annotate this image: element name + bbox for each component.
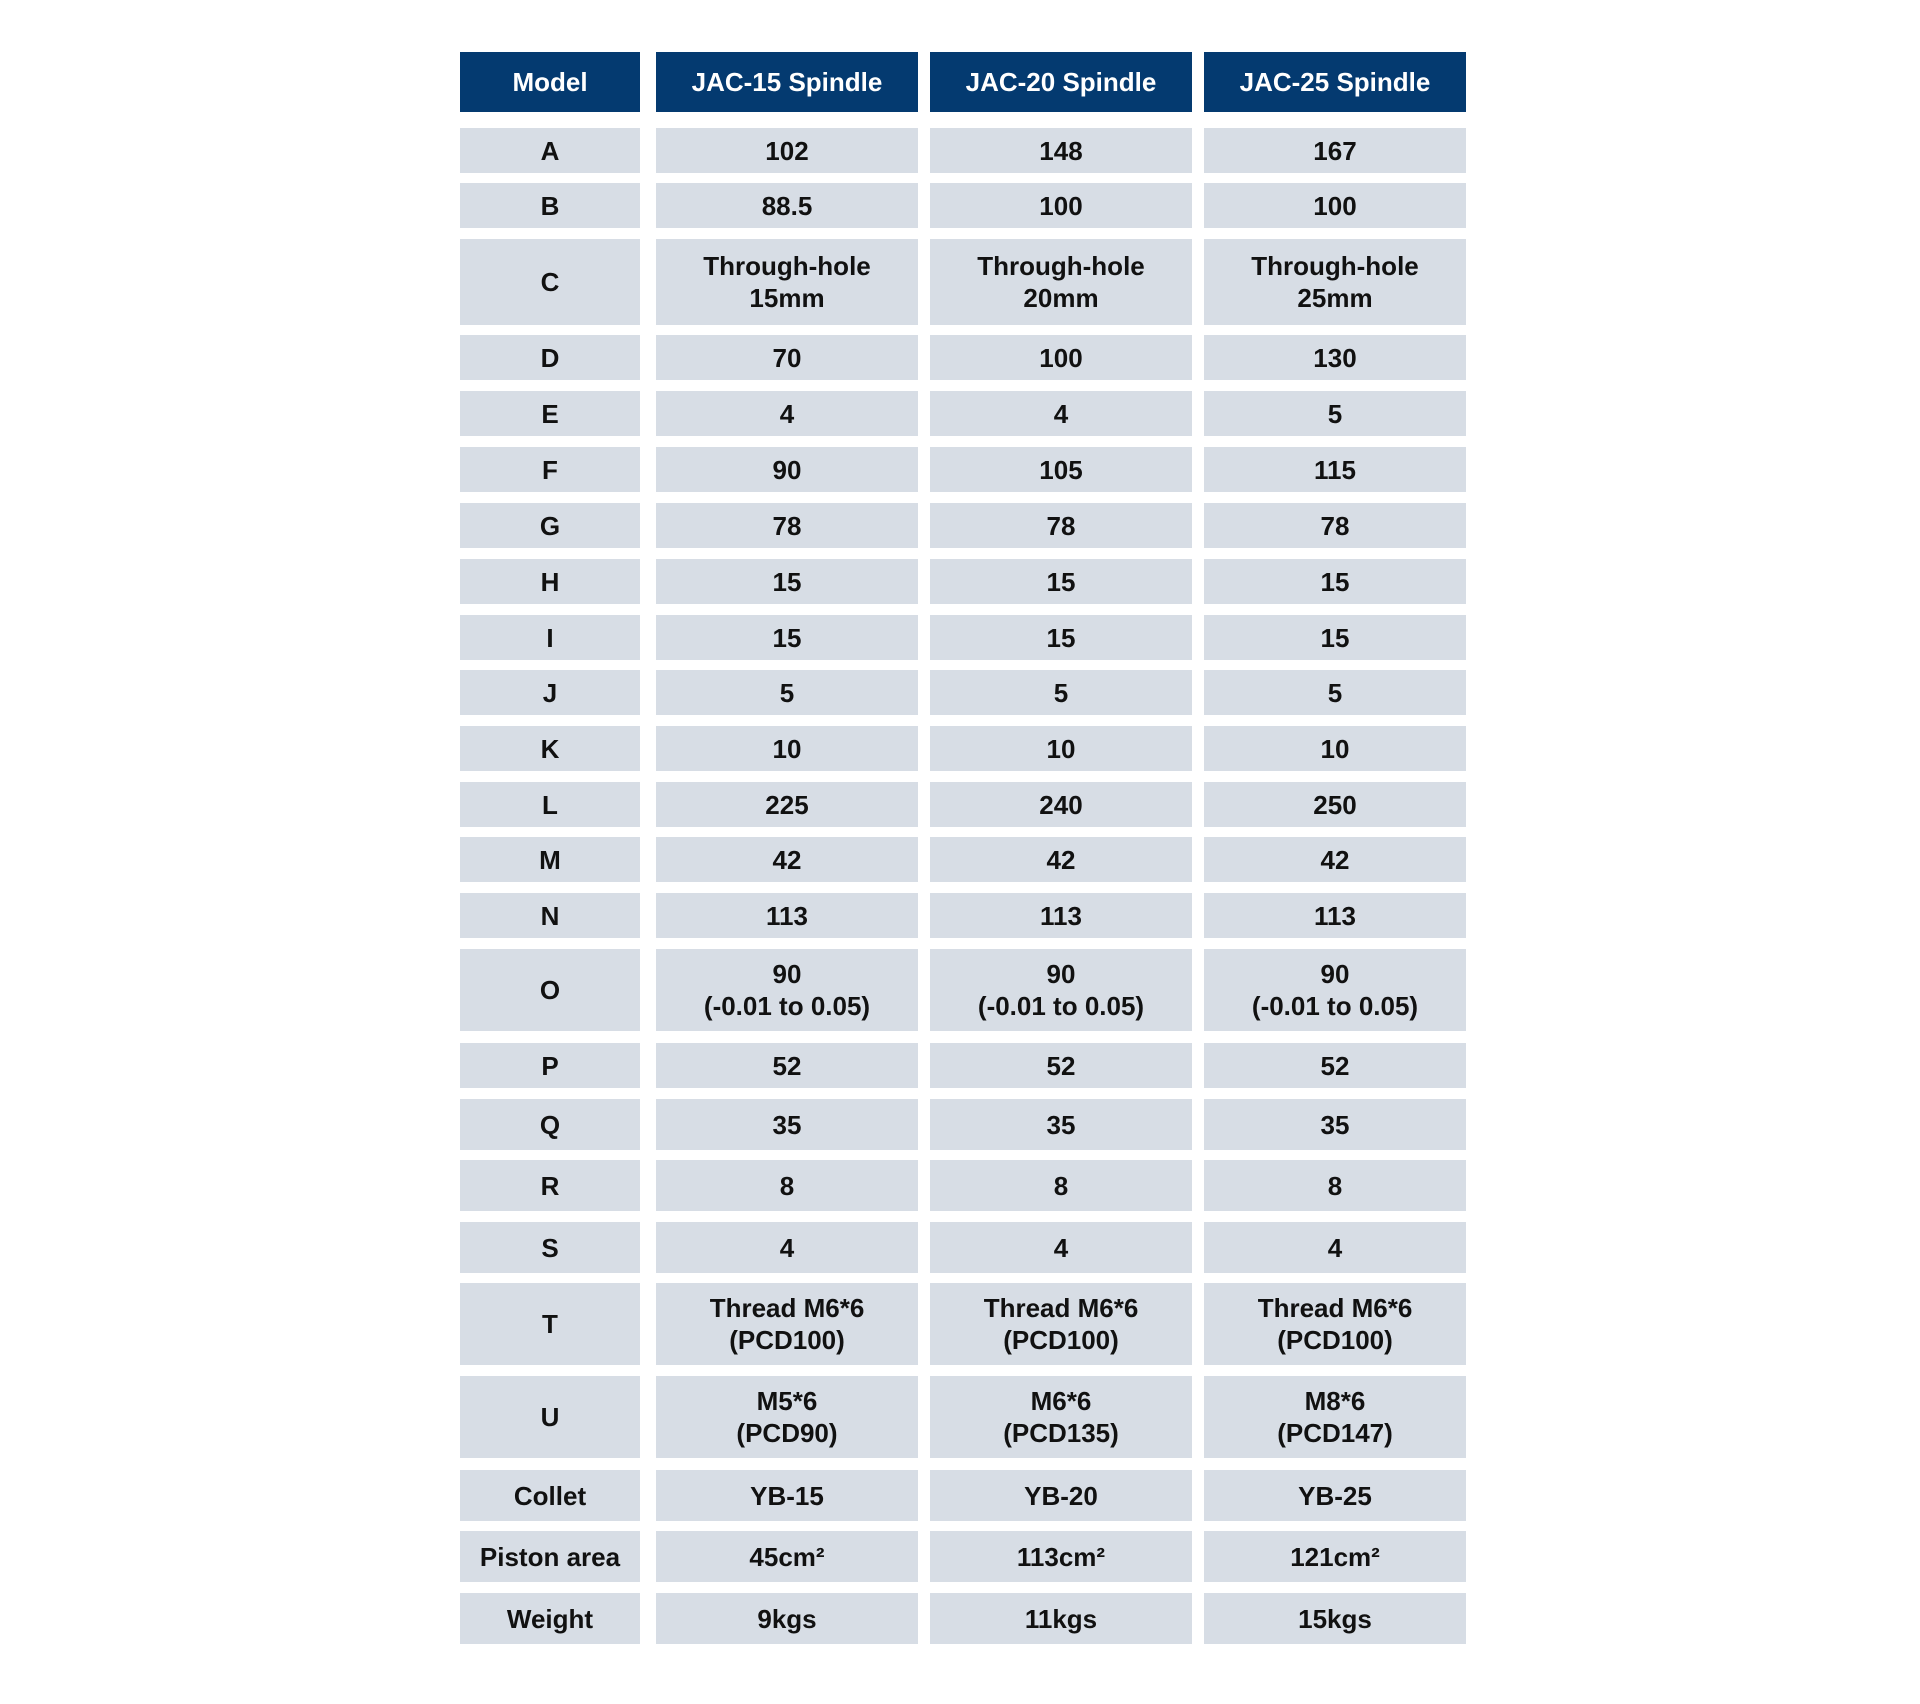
cell-text: C: [540, 267, 560, 297]
cell-text: (-0.01 to 0.05): [1251, 991, 1419, 1021]
cell-text: 78: [1320, 510, 1350, 541]
value-cell: [1204, 949, 1466, 1031]
value-cell: [1204, 1160, 1466, 1211]
cell-text: 4: [779, 1232, 795, 1263]
cell-text: 10: [1046, 733, 1076, 764]
cell-text: (-0.01 to 0.05): [977, 991, 1145, 1021]
value-cell: [930, 391, 1192, 436]
cell-text: 130: [1313, 342, 1357, 373]
cell-text: 25mm: [1297, 283, 1373, 313]
cell-text: Through-hole: [1251, 251, 1419, 281]
cell-text: S: [541, 1232, 559, 1263]
value-cell: [1204, 1043, 1466, 1088]
value-cell: [930, 128, 1192, 173]
cell-text: A: [540, 135, 560, 166]
value-cell: [1204, 1470, 1466, 1521]
row-label-cell: [460, 559, 640, 604]
value-cell: [1204, 503, 1466, 548]
cell-text: 113: [1040, 900, 1082, 931]
cell-text: 225: [765, 789, 809, 820]
cell-text: 8: [779, 1170, 795, 1201]
cell-text: 100: [1039, 342, 1083, 373]
cell-text: 121cm²: [1290, 1541, 1380, 1572]
row-label-cell: [460, 128, 640, 173]
cell-text: 113: [766, 900, 808, 931]
table-row: [460, 183, 1466, 228]
cell-text: Model: [512, 67, 588, 97]
cell-text: 4: [1327, 1232, 1343, 1263]
value-cell: [656, 615, 918, 660]
cell-text: 90: [772, 454, 802, 485]
row-label-cell: [460, 1043, 640, 1088]
cell-text: 250: [1313, 789, 1357, 820]
cell-text: Collet: [513, 1480, 587, 1511]
value-cell: [656, 1222, 918, 1273]
row-label-cell: [460, 893, 640, 938]
row-label-cell: [460, 837, 640, 882]
cell-text: 115: [1314, 454, 1356, 485]
header-cell: [656, 52, 918, 112]
cell-text: JAC-15 Spindle: [691, 67, 883, 97]
cell-text: K: [540, 733, 560, 764]
value-cell: [656, 559, 918, 604]
cell-text: 10: [772, 733, 802, 764]
cell-text: 52: [772, 1050, 802, 1081]
value-cell: [930, 782, 1192, 827]
cell-text: 5: [1053, 677, 1069, 708]
value-cell: [1204, 782, 1466, 827]
value-cell: [656, 447, 918, 492]
value-cell: [656, 1043, 918, 1088]
cell-text: (-0.01 to 0.05): [703, 991, 871, 1021]
cell-text: M6*6: [1030, 1386, 1092, 1416]
value-cell: [656, 239, 918, 325]
value-cell: [1204, 391, 1466, 436]
table-row: [460, 128, 1466, 173]
value-cell: [656, 1099, 918, 1150]
cell-text: F: [542, 454, 558, 485]
value-cell: [656, 893, 918, 938]
row-label-cell: [460, 1222, 640, 1273]
cell-text: (PCD100): [1277, 1325, 1393, 1355]
row-label-cell: [460, 391, 640, 436]
cell-text: 113: [1314, 900, 1356, 931]
value-cell: [656, 1531, 918, 1582]
cell-text: R: [540, 1170, 560, 1201]
cell-text: 9kgs: [757, 1603, 817, 1634]
table-row: [460, 559, 1466, 604]
value-cell: [930, 837, 1192, 882]
cell-text: 78: [1046, 510, 1076, 541]
row-label-cell: [460, 183, 640, 228]
row-label-cell: [460, 1099, 640, 1150]
header-cell: [1204, 52, 1466, 112]
value-cell: [930, 893, 1192, 938]
row-label-cell: [460, 615, 640, 660]
cell-text: M8*6: [1304, 1386, 1366, 1416]
value-cell: [1204, 335, 1466, 380]
cell-text: 105: [1039, 454, 1083, 485]
cell-text: 5: [1327, 398, 1343, 429]
table-row: [460, 1099, 1466, 1150]
cell-text: YB-20: [1024, 1480, 1098, 1511]
row-label-cell: [460, 949, 640, 1031]
header-cell: [930, 52, 1192, 112]
table-row: [460, 1470, 1466, 1521]
cell-text: 35: [772, 1109, 802, 1140]
value-cell: [656, 391, 918, 436]
cell-text: 100: [1313, 190, 1357, 221]
row-label-cell: [460, 239, 640, 325]
cell-text: 4: [779, 398, 795, 429]
table-row: [460, 1043, 1466, 1088]
cell-text: 10: [1320, 733, 1350, 764]
row-label-cell: [460, 447, 640, 492]
value-cell: [1204, 837, 1466, 882]
cell-text: 35: [1320, 1109, 1350, 1140]
cell-text: (PCD90): [736, 1418, 838, 1448]
cell-text: 4: [1053, 1232, 1069, 1263]
value-cell: [930, 1283, 1192, 1365]
cell-text: 20mm: [1023, 283, 1099, 313]
table-row: [460, 1283, 1466, 1365]
cell-text: 8: [1053, 1170, 1069, 1201]
row-label-cell: [460, 1160, 640, 1211]
cell-text: B: [540, 190, 560, 221]
cell-text: (PCD100): [1003, 1325, 1119, 1355]
value-cell: [930, 1376, 1192, 1458]
value-cell: [930, 239, 1192, 325]
table-row: [460, 447, 1466, 492]
value-cell: [930, 1531, 1192, 1582]
table-row: [460, 893, 1466, 938]
value-cell: [930, 1222, 1192, 1273]
cell-text: 15mm: [749, 283, 825, 313]
cell-text: D: [540, 342, 560, 373]
value-cell: [930, 503, 1192, 548]
row-label-cell: [460, 1470, 640, 1521]
cell-text: 8: [1327, 1170, 1343, 1201]
value-cell: [656, 837, 918, 882]
cell-text: Thread M6*6: [983, 1293, 1139, 1323]
value-cell: [930, 559, 1192, 604]
value-cell: [656, 949, 918, 1031]
cell-text: (PCD135): [1003, 1418, 1119, 1448]
cell-text: JAC-25 Spindle: [1239, 67, 1431, 97]
cell-text: 42: [1046, 844, 1076, 875]
cell-text: JAC-20 Spindle: [965, 67, 1157, 97]
cell-text: 15kgs: [1298, 1603, 1372, 1634]
table-row: [460, 782, 1466, 827]
table-row: [460, 391, 1466, 436]
value-cell: [1204, 1531, 1466, 1582]
table-row: [460, 1531, 1466, 1582]
value-cell: [930, 726, 1192, 771]
value-cell: [1204, 559, 1466, 604]
cell-text: 70: [772, 342, 802, 373]
row-label-cell: [460, 1283, 640, 1365]
cell-text: T: [542, 1309, 558, 1339]
table-row: [460, 949, 1466, 1031]
cell-text: M5*6: [756, 1386, 818, 1416]
row-label-cell: [460, 503, 640, 548]
cell-text: Q: [539, 1109, 561, 1140]
table-row: [460, 726, 1466, 771]
row-label-cell: [460, 782, 640, 827]
cell-text: 15: [1046, 566, 1076, 597]
row-label-cell: [460, 670, 640, 715]
value-cell: [1204, 447, 1466, 492]
cell-text: YB-15: [750, 1480, 824, 1511]
value-cell: [656, 1376, 918, 1458]
table-row: [460, 615, 1466, 660]
value-cell: [656, 335, 918, 380]
cell-text: U: [540, 1402, 560, 1432]
cell-text: 90: [1320, 959, 1350, 989]
row-label-cell: [460, 1376, 640, 1458]
cell-text: E: [541, 398, 559, 429]
cell-text: 88.5: [761, 190, 813, 221]
row-label-cell: [460, 1593, 640, 1644]
value-cell: [656, 1160, 918, 1211]
table-row: [460, 239, 1466, 325]
value-cell: [930, 615, 1192, 660]
cell-text: 90: [772, 959, 802, 989]
header-cell: [460, 52, 640, 112]
cell-text: YB-25: [1298, 1480, 1372, 1511]
table-row: [460, 1222, 1466, 1273]
value-cell: [930, 447, 1192, 492]
value-cell: [1204, 183, 1466, 228]
cell-text: I: [546, 622, 554, 653]
value-cell: [1204, 128, 1466, 173]
table-row: [460, 503, 1466, 548]
cell-text: 45cm²: [749, 1541, 825, 1572]
table-row: [460, 335, 1466, 380]
value-cell: [656, 1593, 918, 1644]
value-cell: [930, 1470, 1192, 1521]
cell-text: 5: [779, 677, 795, 708]
cell-text: N: [540, 900, 560, 931]
cell-text: J: [542, 677, 558, 708]
value-cell: [1204, 1099, 1466, 1150]
value-cell: [656, 1283, 918, 1365]
cell-text: M: [539, 844, 561, 875]
table-row: [460, 1376, 1466, 1458]
value-cell: [1204, 1593, 1466, 1644]
cell-text: 52: [1046, 1050, 1076, 1081]
cell-text: (PCD147): [1277, 1418, 1393, 1448]
value-cell: [1204, 239, 1466, 325]
cell-text: 100: [1039, 190, 1083, 221]
cell-text: 15: [772, 566, 802, 597]
cell-text: (PCD100): [729, 1325, 845, 1355]
cell-text: Thread M6*6: [1257, 1293, 1413, 1323]
cell-text: 42: [1320, 844, 1350, 875]
value-cell: [656, 782, 918, 827]
cell-text: 240: [1039, 789, 1083, 820]
cell-text: 35: [1046, 1109, 1076, 1140]
cell-text: 15: [1320, 622, 1350, 653]
cell-text: 4: [1053, 398, 1069, 429]
cell-text: 167: [1313, 135, 1357, 166]
cell-text: L: [542, 789, 558, 820]
cell-text: Through-hole: [977, 251, 1145, 281]
row-label-cell: [460, 335, 640, 380]
cell-text: 102: [765, 135, 809, 166]
value-cell: [1204, 1283, 1466, 1365]
table-row: [460, 1593, 1466, 1644]
value-cell: [1204, 893, 1466, 938]
table-row: [460, 670, 1466, 715]
cell-text: Weight: [506, 1603, 594, 1634]
value-cell: [930, 183, 1192, 228]
value-cell: [930, 670, 1192, 715]
cell-text: P: [541, 1050, 559, 1081]
cell-text: Piston area: [479, 1541, 621, 1572]
row-label-cell: [460, 726, 640, 771]
cell-text: G: [539, 510, 561, 541]
cell-text: 15: [1046, 622, 1076, 653]
value-cell: [1204, 670, 1466, 715]
value-cell: [656, 1470, 918, 1521]
cell-text: 42: [772, 844, 802, 875]
cell-text: 148: [1039, 135, 1083, 166]
cell-text: 113cm²: [1016, 1541, 1106, 1572]
value-cell: [656, 128, 918, 173]
value-cell: [1204, 1376, 1466, 1458]
table-header-row: [460, 52, 1466, 112]
value-cell: [656, 183, 918, 228]
value-cell: [656, 726, 918, 771]
cell-text: O: [539, 975, 561, 1005]
cell-text: Through-hole: [703, 251, 871, 281]
value-cell: [930, 1043, 1192, 1088]
value-cell: [1204, 726, 1466, 771]
value-cell: [930, 1593, 1192, 1644]
cell-text: 52: [1320, 1050, 1350, 1081]
cell-text: 15: [772, 622, 802, 653]
value-cell: [930, 335, 1192, 380]
value-cell: [930, 1160, 1192, 1211]
row-label-cell: [460, 1531, 640, 1582]
table-row: [460, 837, 1466, 882]
value-cell: [1204, 615, 1466, 660]
value-cell: [656, 503, 918, 548]
value-cell: [930, 949, 1192, 1031]
value-cell: [656, 670, 918, 715]
cell-text: 15: [1320, 566, 1350, 597]
value-cell: [1204, 1222, 1466, 1273]
cell-text: H: [540, 566, 560, 597]
cell-text: 11kgs: [1024, 1603, 1098, 1634]
table-row: [460, 1160, 1466, 1211]
cell-text: 78: [772, 510, 802, 541]
value-cell: [930, 1099, 1192, 1150]
cell-text: Thread M6*6: [709, 1293, 865, 1323]
cell-text: 5: [1327, 677, 1343, 708]
cell-text: 90: [1046, 959, 1076, 989]
